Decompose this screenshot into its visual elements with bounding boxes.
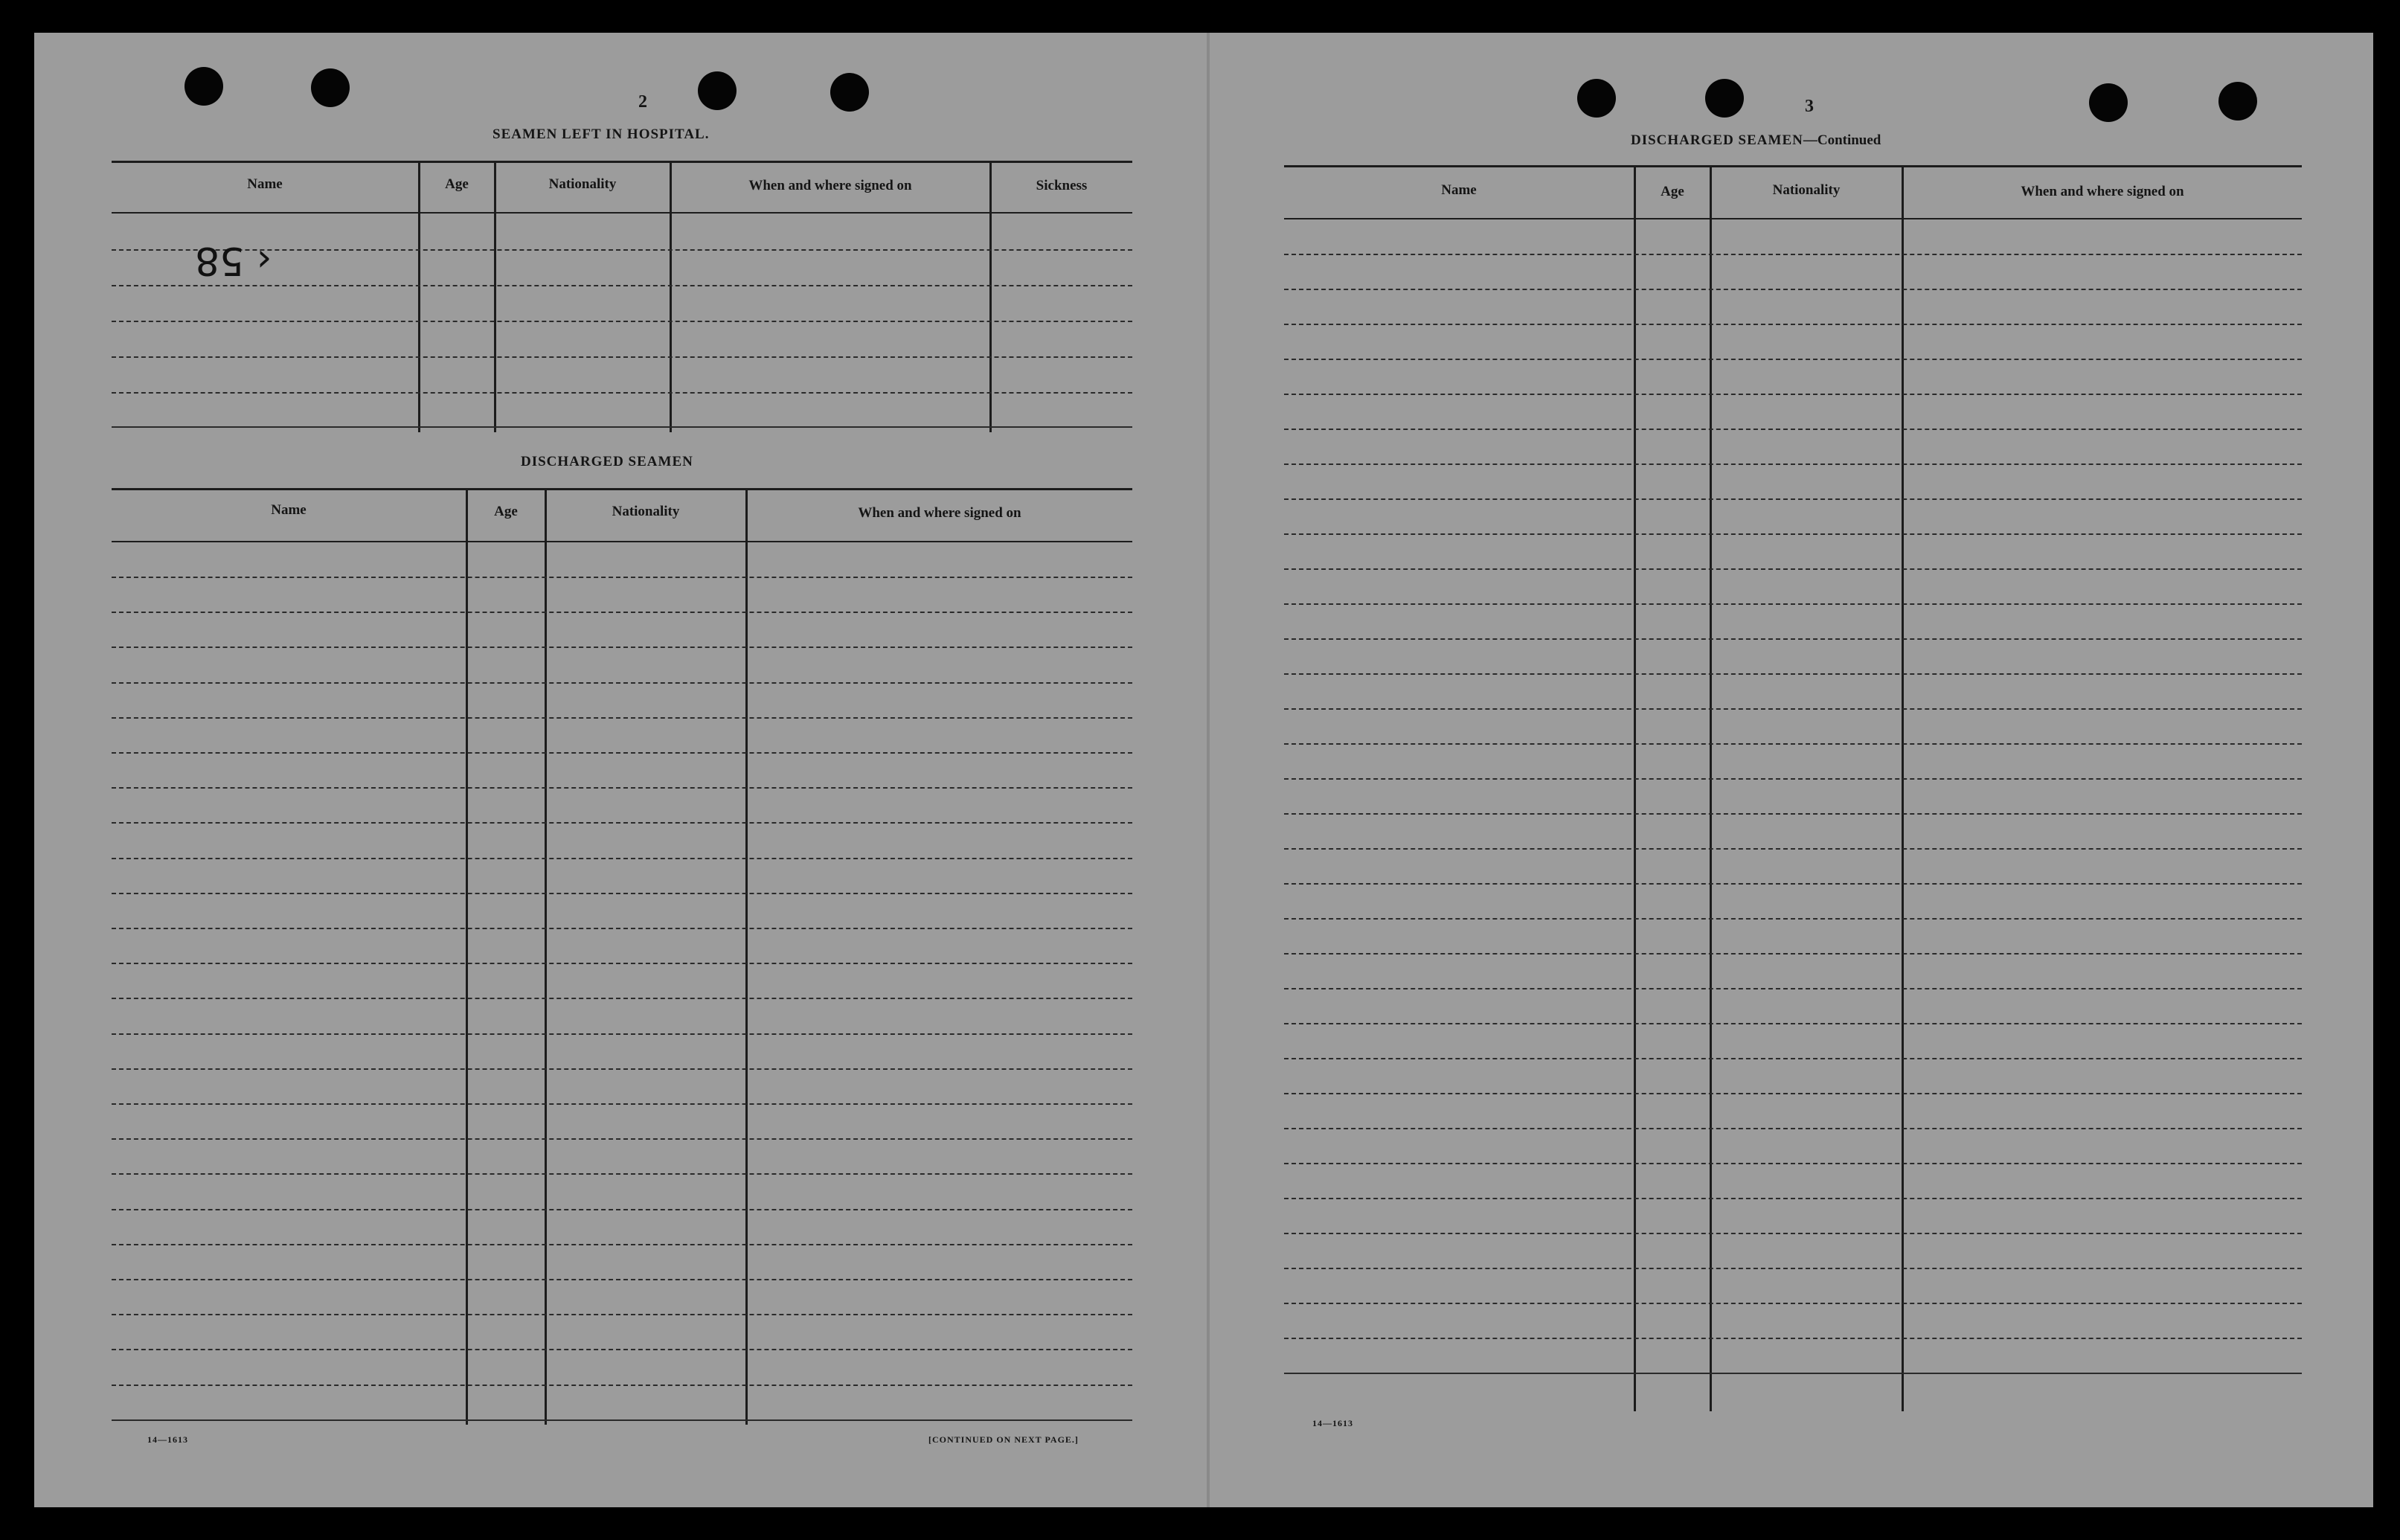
table-row-line <box>1284 1093 2302 1094</box>
table-row-line <box>112 858 1132 859</box>
page-fold <box>1207 33 1210 1507</box>
discharged-col-name: Name <box>271 502 307 518</box>
hospital-col-sickness: Sickness <box>1036 178 1088 193</box>
table-row-line <box>112 928 1132 929</box>
table-row-line <box>1284 1338 2302 1339</box>
table-row-line <box>112 612 1132 613</box>
table-row-line <box>112 1033 1132 1035</box>
table-row-line <box>112 1103 1132 1105</box>
column-divider <box>1634 167 1636 1411</box>
table-row-line <box>1284 848 2302 850</box>
table-row-line <box>1284 1303 2302 1304</box>
table-row-line <box>112 647 1132 648</box>
table-row-line <box>1284 988 2302 989</box>
continued-col-signed-on: When and where signed on <box>2021 184 2184 199</box>
column-divider <box>545 490 547 1425</box>
table-row-line <box>112 717 1132 719</box>
table-row-line <box>112 787 1132 789</box>
table-row-line <box>1284 1268 2302 1269</box>
table-row-line <box>112 321 1132 322</box>
continued-note: [CONTINUED ON NEXT PAGE.] <box>928 1434 1079 1445</box>
discharged-col-signed-on: When and where signed on <box>858 505 1021 521</box>
continued-col-name: Name <box>1441 182 1477 198</box>
table-row-line <box>1284 743 2302 745</box>
column-divider <box>745 490 748 1425</box>
column-divider <box>1710 167 1712 1411</box>
column-divider <box>1902 167 1904 1411</box>
table-row-line <box>1284 1233 2302 1234</box>
discharged-col-age: Age <box>494 504 518 519</box>
table-row-line <box>1284 953 2302 955</box>
table-row-line <box>1284 1128 2302 1129</box>
punch-hole <box>830 73 869 112</box>
table-bottom-line <box>1284 1373 2302 1374</box>
table-row-line <box>1284 324 2302 325</box>
table-row-line <box>1284 778 2302 780</box>
table-row-line <box>1284 1198 2302 1199</box>
hospital-table <box>112 161 1132 432</box>
discharged-table-right <box>1284 165 2302 1411</box>
table-row-line <box>112 682 1132 684</box>
table-row-line <box>112 963 1132 964</box>
table-row-line <box>112 1385 1132 1386</box>
page-number-right: 3 <box>1805 97 1814 116</box>
discharged-continued-header-row <box>1284 167 2302 219</box>
discharged-section-title: DISCHARGED SEAMEN <box>521 454 693 469</box>
table-row-line <box>112 1138 1132 1140</box>
discharged-table-left <box>112 488 1132 1425</box>
hospital-col-nationality: Nationality <box>548 176 617 192</box>
table-row-line <box>1284 289 2302 290</box>
table-row-line <box>112 577 1132 578</box>
discharged-col-nationality: Nationality <box>612 504 680 519</box>
table-row-line <box>112 1279 1132 1280</box>
handwritten-mark: ‹ 58 <box>195 238 272 283</box>
table-row-line <box>1284 883 2302 885</box>
continued-col-age: Age <box>1661 184 1684 199</box>
table-bottom-line <box>112 426 1132 428</box>
table-row-line <box>1284 603 2302 605</box>
table-row-line <box>112 356 1132 358</box>
table-row-line <box>112 392 1132 394</box>
discharged-header-row <box>112 490 1132 542</box>
hospital-col-name: Name <box>247 176 283 192</box>
table-row-line <box>112 893 1132 894</box>
punch-hole <box>698 71 737 110</box>
form-number-left: 14—1613 <box>147 1434 188 1445</box>
form-number-right: 14—1613 <box>1312 1418 1353 1428</box>
table-row-line <box>112 285 1132 286</box>
punch-hole <box>185 67 223 106</box>
table-row-line <box>112 1209 1132 1210</box>
table-row-line <box>112 1349 1132 1350</box>
table-row-line <box>112 1068 1132 1070</box>
continued-suffix: —Continued <box>1803 132 1881 148</box>
punch-hole <box>2089 83 2128 122</box>
continued-col-nationality: Nationality <box>1772 182 1841 198</box>
table-row-line <box>112 1244 1132 1245</box>
table-row-line <box>1284 429 2302 430</box>
table-row-line <box>1284 673 2302 675</box>
table-row-line <box>112 998 1132 999</box>
table-row-line <box>1284 1023 2302 1024</box>
table-row-line <box>112 752 1132 754</box>
table-row-line <box>1284 813 2302 815</box>
table-row-line <box>1284 708 2302 710</box>
punch-hole <box>1705 79 1744 118</box>
table-row-line <box>112 822 1132 824</box>
table-row-line <box>112 1173 1132 1175</box>
hospital-col-age: Age <box>445 176 469 192</box>
column-divider <box>466 490 468 1425</box>
table-row-line <box>1284 568 2302 570</box>
table-row-line <box>1284 498 2302 500</box>
table-row-line <box>1284 394 2302 395</box>
punch-hole <box>2218 82 2257 121</box>
page-number-left: 2 <box>638 92 647 112</box>
discharged-continued-title-text: DISCHARGED SEAMEN <box>1631 132 1803 148</box>
table-row-line <box>1284 638 2302 640</box>
table-row-line <box>1284 918 2302 920</box>
table-row-line <box>1284 1163 2302 1164</box>
hospital-header-row <box>112 163 1132 214</box>
table-row-line <box>112 1314 1132 1315</box>
punch-hole <box>1577 79 1616 118</box>
hospital-col-signed-on: When and where signed on <box>748 178 912 193</box>
table-row-line <box>1284 359 2302 360</box>
table-row-line <box>1284 1058 2302 1059</box>
table-row-line <box>1284 533 2302 535</box>
table-bottom-line <box>112 1419 1132 1421</box>
punch-hole <box>311 68 350 107</box>
hospital-section-title: SEAMEN LEFT IN HOSPITAL. <box>492 126 710 142</box>
table-row-line <box>1284 254 2302 255</box>
discharged-continued-title <box>1631 132 1881 149</box>
table-row-line <box>1284 463 2302 465</box>
